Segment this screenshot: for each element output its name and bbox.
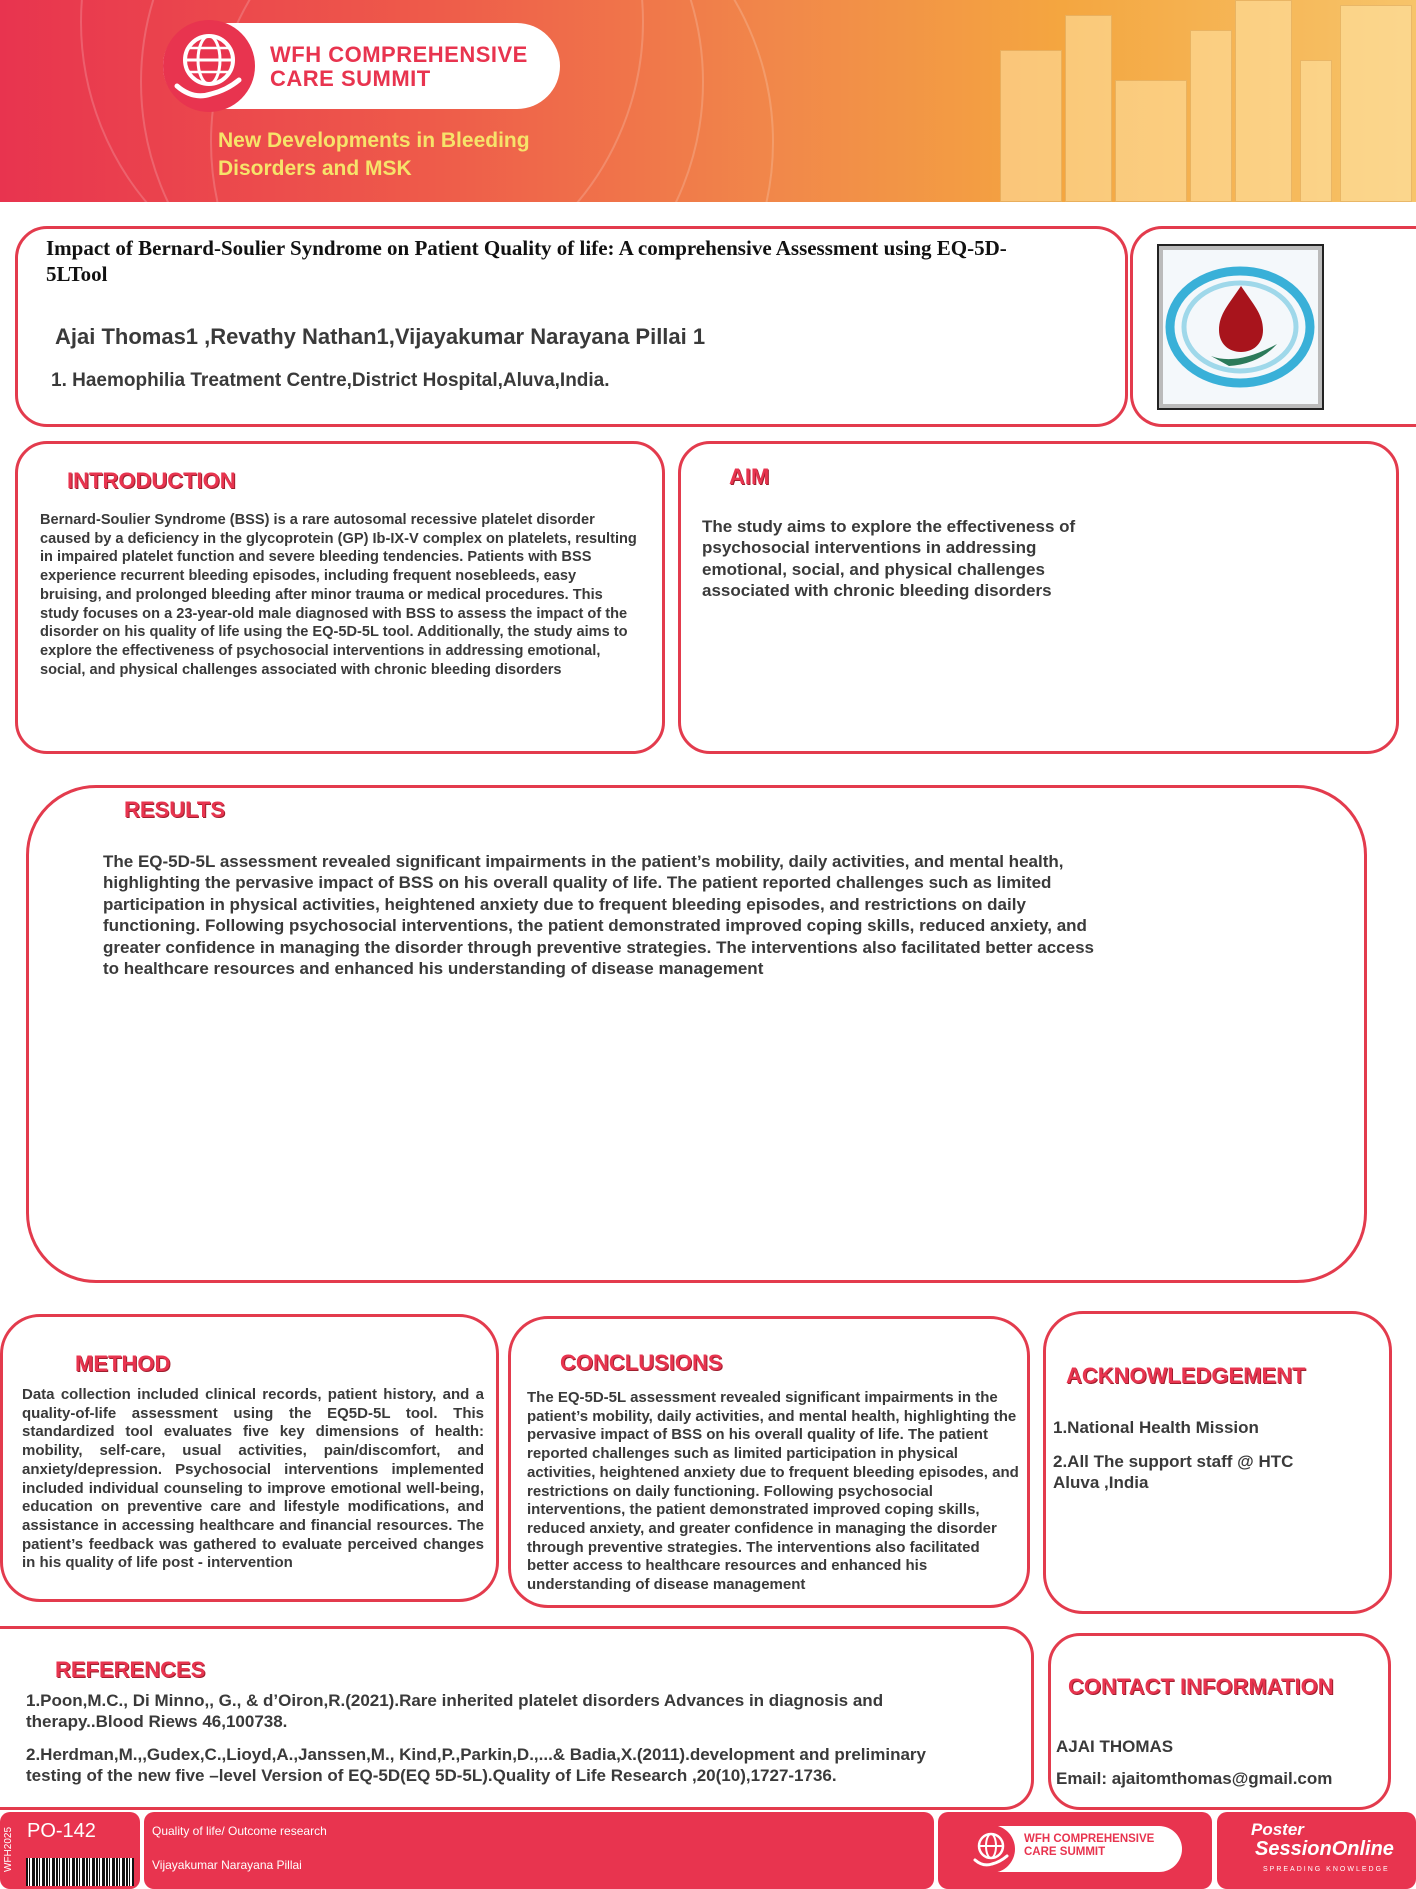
poster-category: Quality of life/ Outcome research xyxy=(152,1824,327,1838)
globe-hand-icon xyxy=(163,20,255,112)
skyline-building xyxy=(1000,50,1062,202)
barcode xyxy=(26,1858,134,1886)
institution-logo xyxy=(1157,244,1324,410)
contact-box xyxy=(1048,1633,1391,1810)
references-heading: REFERENCES xyxy=(55,1657,206,1682)
results-body: The EQ-5D-5L assessment revealed significant impairments in the patient’s mobility, daily activities, and mental health, highlighting the pervasive impact of BSS on his overall quality of life. The patient reported challenges such as limited participation in physical activities, heightened anxiety due to frequent bleeding episodes, and restrictions on daily functioning. Following psychosocial interventions, the patient demonstrated improved coping skills, reduced anxiety, and greater confidence in managing the disorder through preventive strategies. The interventions also facilitated better access to healthcare resources and enhanced his understanding of disease management xyxy=(103,852,1094,979)
conclusions-heading: CONCLUSIONS xyxy=(560,1350,723,1375)
aim-body: The study aims to explore the effectiveness of psychosocial interventions in addressing emotional, social, and physical challenges associated with chronic bleeding disorders xyxy=(702,517,1076,601)
reference-item: 1.Poon,M.C., Di Minno,, G., & d’Oiron,R.(2021).Rare inherited platelet disorders Advances in diagnosis and therapy..Blood Riews 46,100738. xyxy=(26,1691,884,1732)
references-box xyxy=(0,1626,1034,1810)
aim-box xyxy=(678,441,1399,754)
summit-logo-title: WFH COMPREHENSIVE CARE SUMMIT xyxy=(1024,1833,1155,1858)
brand-panel xyxy=(1217,1812,1416,1889)
affiliation: 1. Haemophilia Treatment Centre,District Hospital,Aluva,India. xyxy=(51,370,610,391)
conclusions-body: The EQ-5D-5L assessment revealed significant impairments in the patient’s mobility, daily activities, and mental health, highlighting the pervasive impact of BSS on his overall quality of life. The patient reported challenges such as limited participation in physical activities, heightened anxiety due to frequent bleeding episodes, and restrictions on daily functioning. Following psychosocial interventions, the patient demonstrated improved coping skills, reduced anxiety, and greater confidence in managing the disorder through preventive strategies. The interventions also facilitated better access to healthcare resources and enhanced his understanding of disease management xyxy=(527,1389,1019,1594)
aim-heading: AIM xyxy=(729,464,770,489)
contact-name: AJAI THOMAS xyxy=(1056,1737,1174,1756)
results-box xyxy=(26,785,1367,1283)
skyline-building xyxy=(1115,80,1187,202)
introduction-heading: INTRODUCTION xyxy=(67,468,236,493)
acknowledgement-item: 2.All The support staff @ HTC Aluva ,India xyxy=(1053,1452,1294,1493)
poster-id-panel xyxy=(0,1812,140,1889)
brand-top: Poster xyxy=(1251,1820,1304,1839)
summit-logo-title: WFH COMPREHENSIVE CARE SUMMIT xyxy=(270,42,528,91)
conclusions-box xyxy=(508,1316,1030,1608)
summit-tagline: New Developments in Bleeding Disorders and MSK xyxy=(218,129,530,180)
authors: Ajai Thomas1 ,Revathy Nathan1,Vijayakumar Narayana Pillai 1 xyxy=(55,324,706,349)
contact-email[interactable]: Email: ajaitomthomas@gmail.com xyxy=(1056,1769,1333,1788)
skyline-building xyxy=(1190,30,1232,202)
skyline-building xyxy=(1235,0,1292,202)
introduction-box xyxy=(15,441,665,754)
title-box xyxy=(15,226,1128,427)
brand-sub: SPREADING KNOWLEDGE xyxy=(1263,1866,1390,1873)
presenter-name: Vijayakumar Narayana Pillai xyxy=(152,1858,302,1872)
brand-main: SessionOnline xyxy=(1255,1838,1394,1860)
skyline-building xyxy=(1065,15,1112,202)
reference-item: 2.Herdman,M.,,Gudex,C.,Lioyd,A.,Janssen,M., Kind,P.,Parkin,D.,...& Badia,X.(2011).development and preliminary testing of the new five –level Version of EQ-5D(EQ 5D-5L).Quality of Life Research ,20(10),1727-1736. xyxy=(26,1745,926,1786)
conference-banner xyxy=(0,0,1416,202)
poster-id: PO-142 xyxy=(27,1820,96,1842)
poster-info-panel xyxy=(144,1812,934,1889)
method-body: Data collection included clinical records, patient history, and a quality-of-life assessment using the EQ5D-5L tool. This standardized tool evaluates five key dimensions of health: mobility, self-care, usual activities, pain/discomfort, and anxiety/depression. Psychosocial interventions implemented included individual counseling to improve emotional well-being, education on preventive care and lifestyle modifications, and assistance in accessing healthcare and financial resources. The patient’s feedback was gathered to evaluate perceived changes in his quality of life post - intervention xyxy=(22,1386,484,1572)
acknowledgement-box xyxy=(1043,1311,1392,1614)
skyline-building xyxy=(1300,60,1332,202)
footer-bar xyxy=(0,1812,1416,1889)
poster-title: Impact of Bernard-Soulier Syndrome on Patient Quality of life: A comprehensive Assessment using EQ-5D-5LTool xyxy=(46,236,1007,286)
side-code: WFH2025 xyxy=(3,1826,15,1873)
globe-hand-icon xyxy=(967,1825,1015,1873)
acknowledgement-item: 1.National Health Mission xyxy=(1053,1418,1259,1437)
results-heading: RESULTS xyxy=(124,797,226,822)
skyline-building xyxy=(1340,5,1412,202)
summit-logo-panel xyxy=(938,1812,1212,1889)
introduction-body: Bernard-Soulier Syndrome (BSS) is a rare autosomal recessive platelet disorder caused by a deficiency in the glycoprotein (GP) Ib-IX-V complex on platelets, resulting in impaired platelet function and severe bleeding tendencies. Patients with BSS experience recurrent bleeding episodes, including frequent nosebleeds, easy bruising, and prolonged bleeding after minor trauma or medical procedures. This study focuses on a 23-year-old male diagnosed with BSS to assess the impact of the disorder on his quality of life using the EQ-5D-5L tool. Additionally, the study aims to explore the effectiveness of psychosocial interventions in addressing emotional, social, and physical challenges associated with chronic bleeding disorders xyxy=(40,512,637,678)
institution-logo-box xyxy=(1130,226,1416,427)
method-heading: METHOD xyxy=(75,1351,171,1376)
acknowledgement-heading: ACKNOWLEDGEMENT xyxy=(1066,1363,1306,1388)
contact-heading: CONTACT INFORMATION xyxy=(1068,1674,1334,1699)
method-box xyxy=(0,1314,499,1602)
